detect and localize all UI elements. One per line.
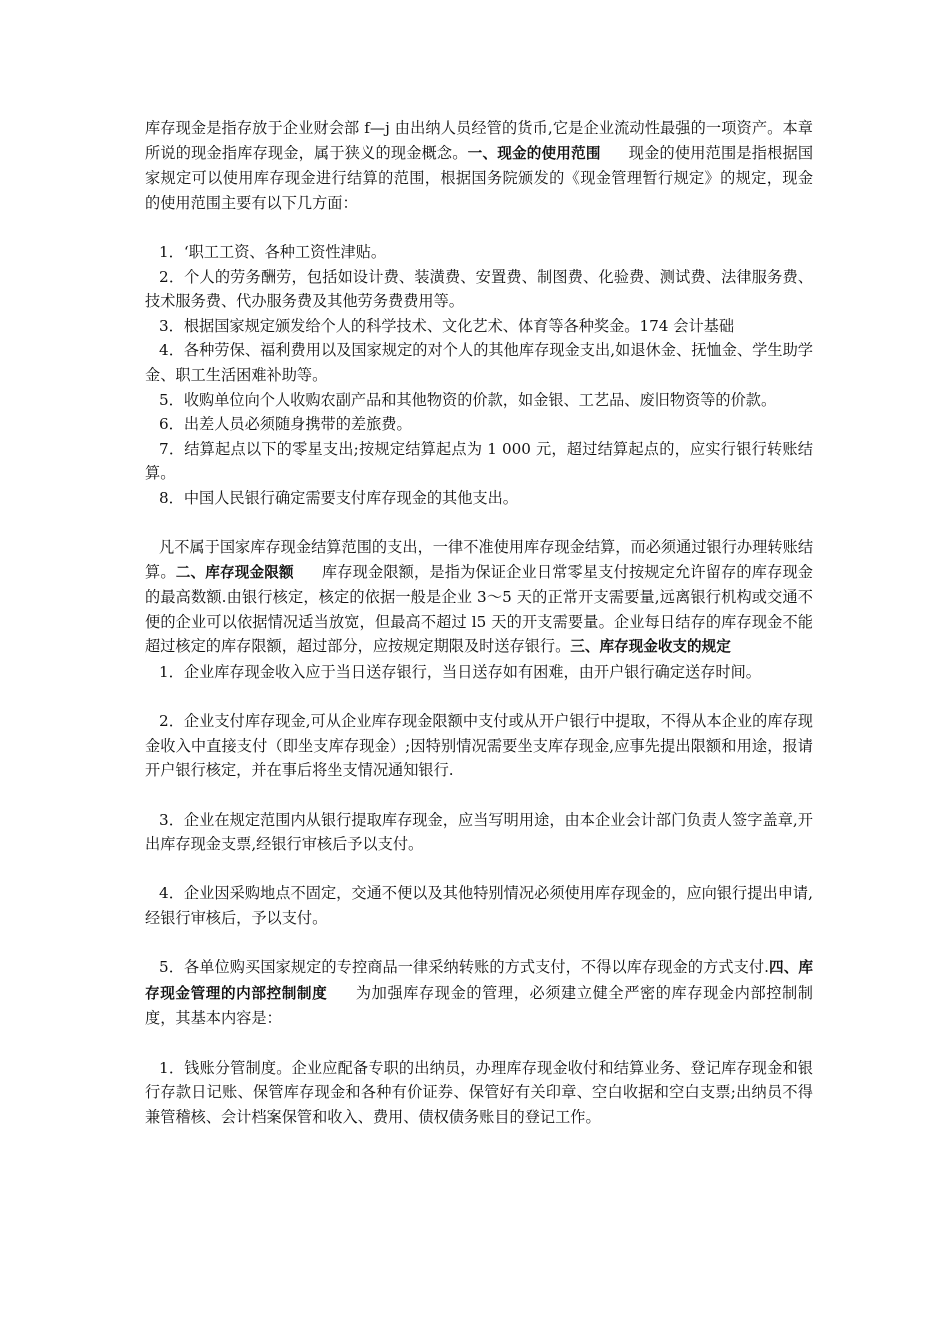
intro-paragraph (145, 116, 813, 215)
list-item: 4．各种劳保、福利费用以及国家规定的对个人的其他库存现金支出,如退休金、抚恤金、学生助学金、职工生活困难补助等。 (145, 341, 813, 384)
rule-5-text: 5．各单位购买国家规定的专控商品一律采纳转账的方式支付，不得以库存现金的方式支付. (159, 958, 769, 977)
heading-4: 四、库存现金管理的内部控制制度 (145, 959, 813, 1002)
list-item: 3．根据国家规定颁发给个人的科学技术、文化艺术、体育等各种奖金。174 会计基础 (159, 316, 735, 335)
heading-2: 二、库存现金限额 (175, 563, 294, 581)
intro-text: 库存现金是指存放于企业财会部 f—j 由出纳人员经管的货币,它是企业流动性最强的一项资产。本章所说的现金指库存现金，属于狭义的现金概念。 (145, 119, 813, 162)
control-item: 1．钱账分管制度。企业应配备专职的出纳员，办理库存现金收付和结算业务、登记库存现金和银行存款日记账、保管库存现金和各种有价证券、保管好有关印章、空白收据和空白支票;出纳员不得兼管稽核、会计档案保管和收入、费用、债权债务账目的登记工作。 (145, 1058, 813, 1126)
limit-text: 凡不属于国家库存现金结算范围的支出，一律不准使用库存现金结算，而必须通过银行办理转账结算。 (145, 538, 813, 581)
intro-text-2: 现金的使用范围是指根据国家规定可以使用库存现金进行结算的范围，根据国务院颁发的《现金管理暂行规定》的规定，现金的使用范围主要有以下几方面： (145, 143, 814, 212)
rule-item: 1．企业库存现金收入应于当日送存银行，当日送存如有困难，由开户银行确定送存时间。 (159, 663, 761, 682)
list-item: 2．个人的劳务酬劳，包括如设计费、装潢费、安置费、制图费、化验费、测试费、法律服务费、技术服务费、代办服务费及其他劳务费费用等。 (145, 267, 813, 311)
list-item: 1．‘职工工资、各种工资性津贴。 (159, 242, 387, 261)
document-page (145, 116, 813, 1129)
heading-3: 三、库存现金收支的规定 (570, 638, 731, 656)
heading-1: 一、现金的使用范围 (467, 144, 601, 162)
limit-text-2: 库存现金限额，是指为保证企业日常零星支付按规定允许留存的库存现金的最高数额.由银行核定，核定的依据一般是企业 3～5 天的正常开支需要量,远离银行机构或交通不便的企业可以依据情况适当放宽，但最高不超过 l5 天的开支需要量。企业每日结存的库存现金不能超过核定的库存限额，超过部分，应按规定期限及时送存银行。 (145, 562, 813, 656)
rule-item: 3．企业在规定范围内从银行提取库存现金，应当写明用途，由本企业会计部门负责人签字盖章,开出库存现金支票,经银行审核后予以支付。 (145, 810, 813, 854)
rule-item: 4．企业因采购地点不固定，交通不便以及其他特别情况必须使用库存现金的，应向银行提出申请,经银行审核后，予以支付。 (145, 884, 813, 927)
rule-5-text-2: 为加强库存现金的管理，必须建立健全严密的库存现金内部控制制度，其基本内容是： (145, 983, 813, 1028)
list-item: 5．收购单位向个人收购农副产品和其他物资的价款，如金银、工艺品、废旧物资等的价款。 (159, 390, 777, 409)
rule-item-5 (145, 955, 813, 1031)
list-item: 7．结算起点以下的零星支出;按规定结算起点为 1 000 元，超过结算起点的，应实行银行转账结算。 (145, 439, 813, 483)
list-item: 6．出差人员必须随身携带的差旅费。 (159, 415, 412, 434)
limit-paragraph (145, 535, 813, 660)
list-item: 8．中国人民银行确定需要支付库存现金的其他支出。 (159, 488, 518, 507)
rule-item: 2．企业支付库存现金,可从企业库存现金限额中支付或从开户银行中提取，不得从本企业的库存现金收入中直接支付（即坐支库存现金）;因特别情况需要坐支库存现金,应事先提出限额和用途，报请开户银行核定，并在事后将坐支情况通知银行. (145, 712, 813, 780)
